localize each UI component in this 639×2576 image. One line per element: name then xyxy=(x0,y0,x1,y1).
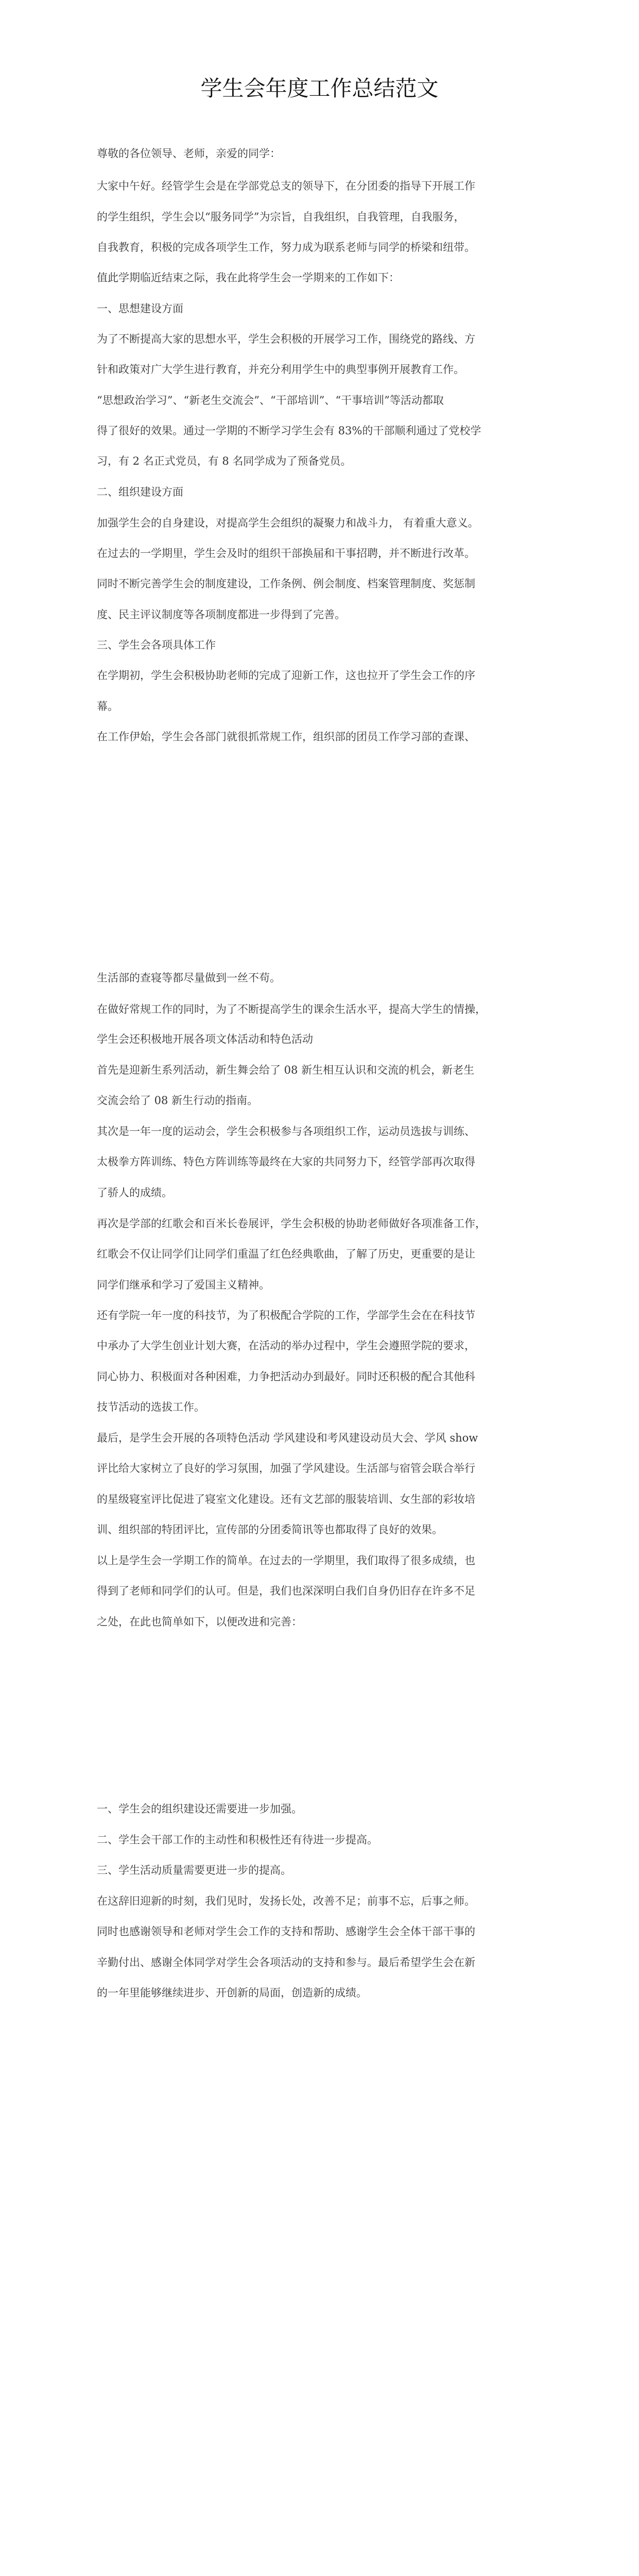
section1-line-4: 得了很好的效果。通过一学期的不断学习学生会有 83%的干部顺利通过了党校学 xyxy=(97,425,481,437)
section3-line-21: 的星级寝室评比促进了寝室文化建设。还有文艺部的服装培训、女生部的彩妆培 xyxy=(97,1493,475,1505)
section2-line-4: 度、民主评议制度等各项制度都进一步得到了完善。 xyxy=(97,608,346,621)
section3-line-1: 在学期初，学生会积极协助老师的完成了迎新工作，这也拉开了学生会工作的序 xyxy=(97,669,475,682)
section3-line-17: 同心协力、积极面对各种困难，力争把活动办到最好。同时还积极的配合其他科 xyxy=(97,1370,475,1383)
section3-line-9: 其次是一年一度的运动会，学生会积极参与各项组织工作，运动员选拔与训练、 xyxy=(97,1125,475,1138)
intro-line-4: 值此学期临近结束之际，我在此将学生会一学期来的工作如下： xyxy=(97,272,400,284)
section3-line-10: 太极拳方阵训练、特色方阵训练等最终在大家的共同努力下，经管学部再次取得 xyxy=(97,1156,475,1168)
section3-line-6: 学生会还积极地开展各项文体活动和特色活动 xyxy=(97,1033,313,1045)
section3-line-8: 交流会给了 08 新生行动的指南。 xyxy=(97,1094,258,1107)
section-heading-3: 三、学生会各项具体工作 xyxy=(97,639,216,651)
summary-line-1: 以上是学生会一学期工作的简单。在过去的一学期里，我们取得了很多成绩，也 xyxy=(97,1554,475,1567)
section3-line-7: 首先是迎新生系列活动，新生舞会给了 08 新生相互认识和交流的机会，新老生 xyxy=(97,1064,475,1076)
page-break-gap-2 xyxy=(97,1638,550,1793)
section3-line-16: 中承办了大学生创业计划大赛，在活动的举办过程中，学生会遵照学院的要求， xyxy=(97,1340,475,1352)
section2-line-1: 加强学生会的自身建设，对提高学生会组织的凝聚力和战斗力， 有着重大意义。 xyxy=(97,517,479,529)
greeting-line: 尊敬的各位领导、老师，亲爱的同学： xyxy=(97,147,281,160)
section3-line-18: 技节活动的选拔工作。 xyxy=(97,1401,205,1413)
section3-line-22: 训、组织部的特团评比，宣传部的分团委简讯等也都取得了良好的效果。 xyxy=(97,1523,443,1536)
section-heading-2: 二、组织建设方面 xyxy=(97,486,183,498)
summary-line-3: 之处，在此也简单如下，以便改进和完善： xyxy=(97,1616,302,1628)
section3-line-15: 还有学院一年一度的科技节，为了积极配合学院的工作，学部学生会在在科技节 xyxy=(97,1309,475,1321)
closing-line-4: 的一年里能够继续进步、开创新的局面，创造新的成绩。 xyxy=(97,1987,367,1999)
closing-line-2: 同时也感谢领导和老师对学生会工作的支持和帮助、感谢学生会全体干部干事的 xyxy=(97,1925,475,1938)
intro-line-2: 的学生组织，学生会以“服务同学”为宗旨，自我组织，自我管理，自我服务， xyxy=(97,211,465,223)
section3-line-3: 在工作伊始，学生会各部门就很抓常规工作，组织部的团员工作学习部的查课、 xyxy=(97,731,475,743)
intro-line-3: 自我教育，积极的完成各项学生工作，努力成为联系老师与同学的桥梁和纽带。 xyxy=(97,241,475,253)
section3-line-2: 幕。 xyxy=(97,700,118,713)
section1-line-5: 习，有 2 名正式党员，有 8 名同学成为了预备党员。 xyxy=(97,455,352,467)
section3-line-20: 评比给大家树立了良好的学习氛围，加强了学风建设。生活部与宿管会联合举行 xyxy=(97,1462,475,1475)
section3-line-13: 红歌会不仅让同学们让同学们重温了红色经典歌曲，了解了历史，更重要的是让 xyxy=(97,1248,475,1260)
section1-line-3: “思想政治学习”、“新老生交流会”、“干部培训”、“干事培训”等活动都取 xyxy=(97,394,444,406)
page-break-gap xyxy=(97,752,550,963)
shortcoming-2: 二、学生会干部工作的主动性和积极性还有待进一步提高。 xyxy=(97,1834,378,1846)
section3-line-14: 同学们继承和学习了爱国主义精神。 xyxy=(97,1279,270,1291)
section3-line-5: 在做好常规工作的同时，为了不断提高学生的课余生活水平，提高大学生的情操， xyxy=(97,1003,486,1015)
section1-line-2: 针和政策对广大学生进行教育，并充分利用学生中的典型事例开展教育工作。 xyxy=(97,363,464,376)
section3-line-11: 了骄人的成绩。 xyxy=(97,1187,172,1199)
intro-line-1: 大家中午好。经管学生会是在学部党总支的领导下，在分团委的指导下开展工作 xyxy=(97,180,475,192)
closing-line-3: 辛勤付出、感谢全体同学对学生会各项活动的支持和参与。最后希望学生会在新 xyxy=(97,1956,475,1969)
shortcoming-1: 一、学生会的组织建设还需要进一步加强。 xyxy=(97,1803,302,1815)
section3-line-19: 最后，是学生会开展的各项特色活动 学风建设和考风建设动员大会、学风 show xyxy=(97,1432,478,1444)
section-heading-1: 一、思想建设方面 xyxy=(97,302,183,315)
section3-line-12: 再次是学部的红歌会和百米长卷展评，学生会积极的协助老师做好各项准备工作， xyxy=(97,1217,486,1230)
section1-line-1: 为了不断提高大家的思想水平，学生会积极的开展学习工作，围绕党的路线、方 xyxy=(97,333,475,345)
closing-line-1: 在这辞旧迎新的时刻，我们见时，发扬长处，改善不足；前事不忘，后事之师。 xyxy=(97,1895,475,1907)
summary-line-2: 得到了老师和同学们的认可。但是，我们也深深明白我们自身仍旧存在许多不足 xyxy=(97,1585,475,1597)
section2-line-2: 在过去的一学期里，学生会及时的组织干部换届和干事招聘，并不断进行改革。 xyxy=(97,547,475,560)
section2-line-3: 同时不断完善学生会的制度建设，工作条例、例会制度、档案管理制度、奖惩制 xyxy=(97,578,475,590)
shortcoming-3: 三、学生活动质量需要更进一步的提高。 xyxy=(97,1864,291,1876)
document-title: 学生会年度工作总结范文 xyxy=(200,76,439,101)
section3-line-4: 生活部的查寝等都尽量做到一丝不苟。 xyxy=(97,972,281,984)
